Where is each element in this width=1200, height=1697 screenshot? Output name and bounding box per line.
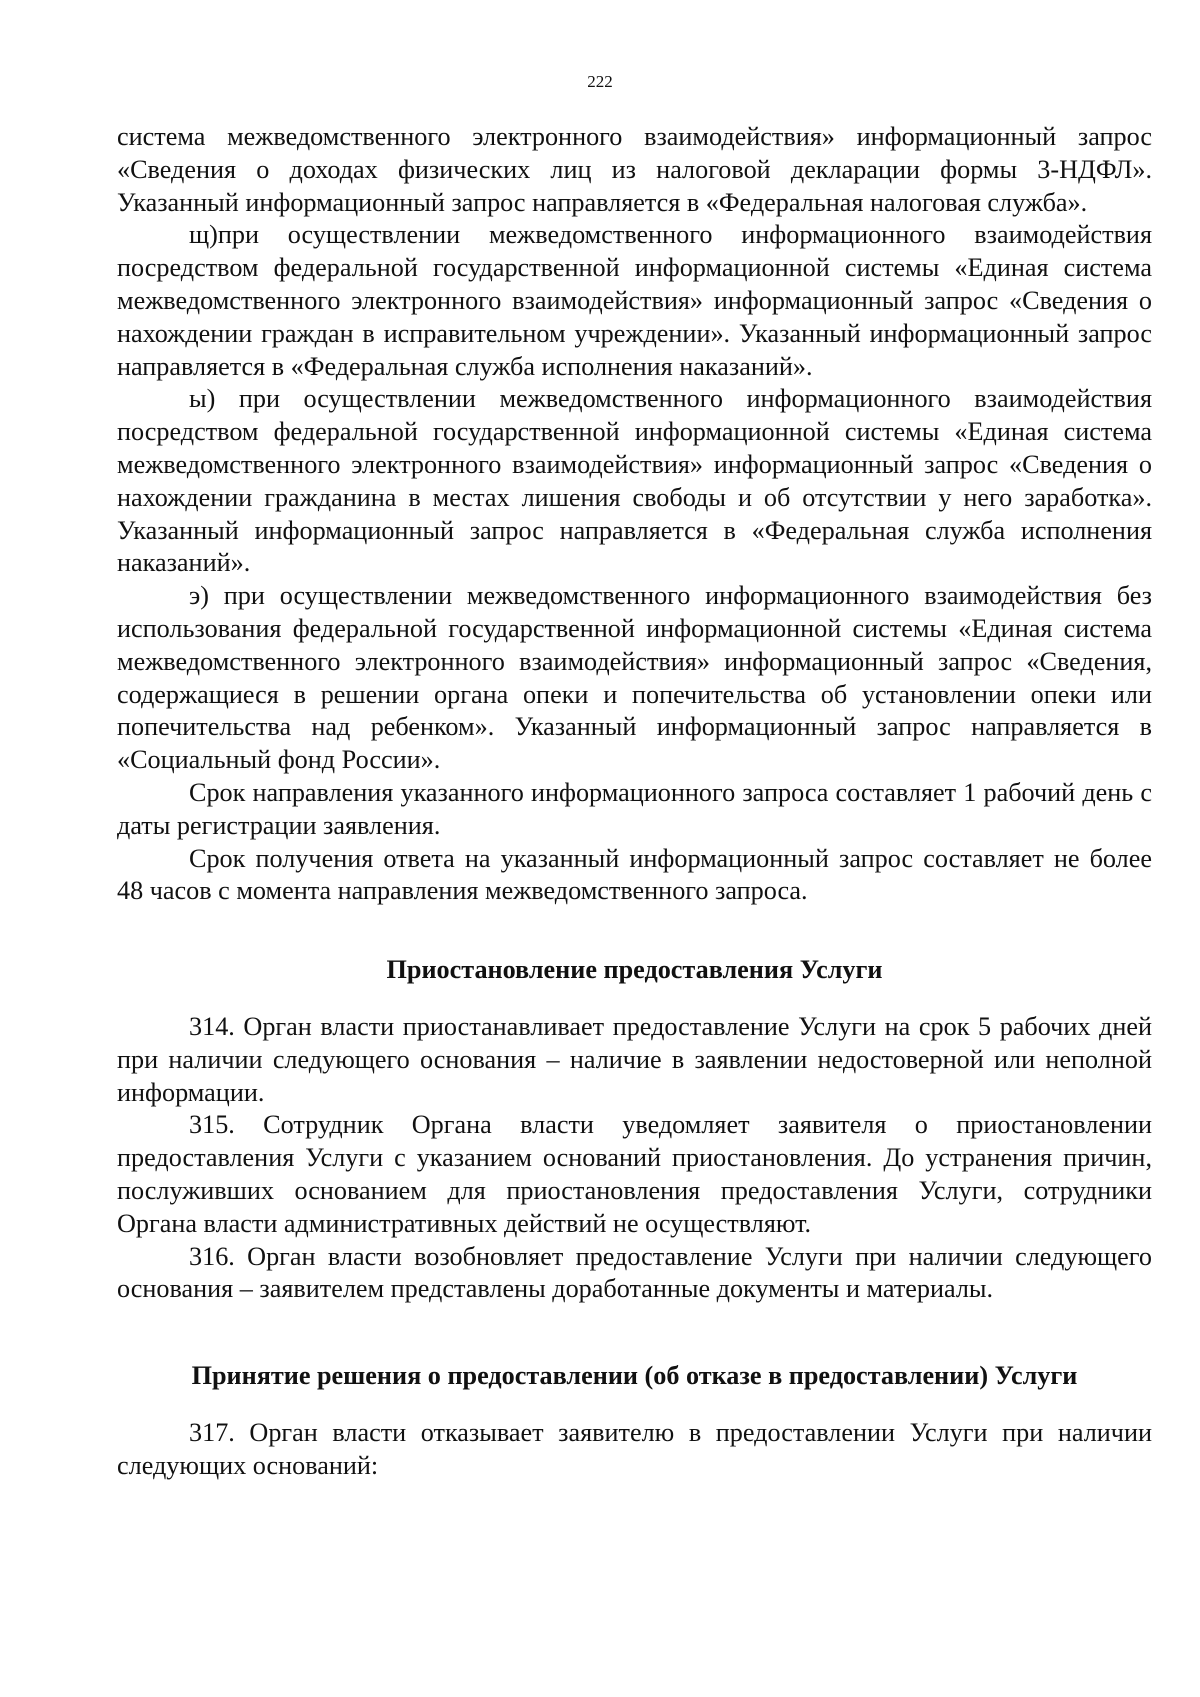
- paragraph-316: 316. Орган власти возобновляет предоставление Услуги при наличии следующего основания – заявителем представлены доработанные документы и материалы.: [117, 1241, 1152, 1304]
- section-heading-decision: Принятие решения о предоставлении (об отказе в предоставлении) Услуги: [191, 1361, 1078, 1391]
- paragraph-317: 317. Орган власти отказывает заявителю в предоставлении Услуги при наличии следующих оснований:: [117, 1417, 1152, 1480]
- paragraph-response-deadline: Срок получения ответа на указанный информационный запрос составляет не более 48 часов с момента направления межведомственного запроса.: [117, 843, 1152, 906]
- paragraph-item-y: ы) при осуществлении межведомственного информационного взаимодействия посредством федеральной государственной информационной системы «Единая система межведомственного электронного взаимодействия» информационный запрос «Сведения о нахождении гражданина в местах лишения свободы и об отсутствии у него заработка». Указанный информационный запрос направляется в «Федеральная служба исполнения наказаний».: [117, 384, 1152, 578]
- section-heading-suspension: Приостановление предоставления Услуги: [386, 955, 883, 985]
- paragraph-315: 315. Сотрудник Органа власти уведомляет заявителя о приостановлении предоставления Услуги с указанием оснований приостановления. До устранения причин, послуживших основанием для приостановления предоставления Услуги, сотрудники Органа власти административных действий не осуществляют.: [117, 1110, 1152, 1238]
- page-number: 222: [587, 72, 613, 91]
- paragraph-item-shch: щ)при осуществлении межведомственного информационного взаимодействия посредством федеральной государственной информационной системы «Единая система межведомственного электронного взаимодействия» информационный запрос «Сведения о нахождении граждан в исправительном учреждении». Указанный информационный запрос направляется в «Федеральная служба исполнения наказаний».: [117, 220, 1152, 381]
- document-body: [117, 121, 1152, 1482]
- paragraph-314: 314. Орган власти приостанавливает предоставление Услуги на срок 5 рабочих дней при наличии следующего основания – наличие в заявлении недостоверной или неполной информации.: [117, 1011, 1152, 1107]
- paragraph-request-deadline: Срок направления указанного информационного запроса составляет 1 рабочий день с даты регистрации заявления.: [117, 777, 1152, 840]
- paragraph-item-e: э) при осуществлении межведомственного информационного взаимодействия без использования федеральной государственной информационной системы «Единая система межведомственного электронного взаимодействия» информационный запрос «Сведения, содержащиеся в решении органа опеки и попечительства об установлении опеки или попечительства над ребенком». Указанный информационный запрос направляется в «Социальный фонд России».: [117, 581, 1152, 775]
- paragraph-continuation: система межведомственного электронного взаимодействия» информационный запрос «Сведения о доходах физических лиц из налоговой декларации формы 3-НДФЛ». Указанный информационный запрос направляется в «Федеральная налоговая служба».: [117, 122, 1152, 217]
